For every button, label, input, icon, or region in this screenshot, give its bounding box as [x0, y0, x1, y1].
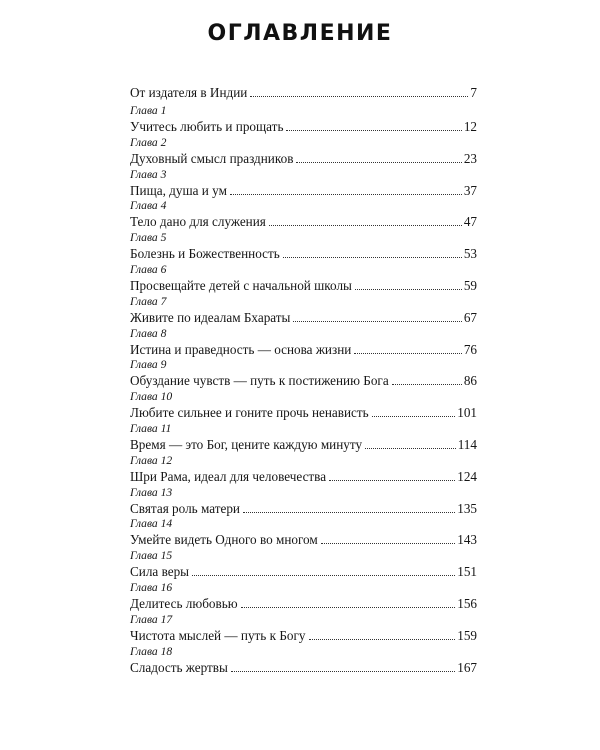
- toc-entry-chapter[interactable]: [130, 168, 477, 200]
- chapter-label: Глава 8: [130, 326, 167, 340]
- entry-page: 86: [463, 373, 477, 389]
- chapter-label: Глава 9: [130, 358, 167, 372]
- chapter-label: Глава 18: [130, 644, 173, 658]
- entry-title: Болезнь и Божественность: [130, 246, 280, 262]
- entry-title: Живите по идеалам Бхараты: [130, 309, 291, 325]
- entry-page: 12: [463, 119, 477, 134]
- entry-page: 37: [463, 182, 477, 198]
- entry-page: 59: [463, 277, 477, 293]
- toc-entry-chapter[interactable]: [130, 231, 477, 263]
- entry-page: 114: [457, 436, 477, 452]
- dot-leader: [296, 162, 461, 163]
- entry-title: От издателя в Индии: [130, 85, 248, 100]
- dot-leader: [230, 194, 462, 195]
- toc-entry-chapter[interactable]: [130, 422, 477, 454]
- dot-leader: [354, 353, 461, 354]
- dot-leader: [283, 257, 462, 258]
- dot-leader: [355, 289, 462, 290]
- chapter-label: Глава 17: [130, 612, 173, 626]
- entry-page: 7: [470, 85, 477, 100]
- dot-leader: [231, 671, 455, 672]
- dot-leader: [392, 384, 462, 385]
- chapter-label: Глава 1: [130, 104, 167, 117]
- chapter-label: Глава 15: [130, 549, 173, 563]
- entry-title: Истина и праведность — основа жизни: [130, 341, 352, 357]
- chapter-label: Глава 4: [130, 199, 167, 213]
- toc-entry-chapter[interactable]: [130, 486, 477, 518]
- toc-entry-chapter[interactable]: [130, 263, 477, 295]
- entry-page: 67: [463, 309, 477, 325]
- toc-entry-chapter[interactable]: [130, 390, 477, 422]
- page-title: ОГЛАВЛЕНИЕ: [207, 21, 393, 46]
- chapter-label: Глава 3: [130, 167, 167, 181]
- dot-leader: [372, 416, 456, 417]
- chapter-label: Глава 2: [130, 135, 167, 149]
- chapter-label: Глава 13: [130, 485, 173, 499]
- entry-page: 135: [457, 500, 477, 516]
- chapter-label: Глава 5: [130, 231, 167, 245]
- dot-leader: [243, 512, 455, 513]
- toc-entry-intro[interactable]: [130, 84, 477, 101]
- toc-entry-chapter[interactable]: [130, 295, 477, 327]
- dot-leader: [329, 480, 455, 481]
- chapter-label: Глава 12: [130, 453, 173, 467]
- dot-leader: [321, 543, 455, 544]
- entry-page: 101: [457, 405, 477, 421]
- entry-title: Делитесь любовью: [130, 595, 238, 611]
- chapter-label: Глава 7: [130, 294, 167, 308]
- chapter-label: Глава 16: [130, 580, 173, 594]
- entry-page: 76: [463, 341, 477, 357]
- entry-page: 143: [457, 532, 477, 548]
- entry-page: 156: [457, 595, 477, 611]
- toc-entry-chapter[interactable]: [130, 645, 477, 677]
- entry-title: Время — это Бог, цените каждую минуту: [130, 436, 363, 452]
- toc-entry-chapter[interactable]: [130, 136, 477, 168]
- dot-leader: [250, 96, 468, 97]
- dot-leader: [365, 448, 456, 449]
- table-of-contents: [130, 84, 477, 676]
- dot-leader: [286, 130, 461, 131]
- chapter-label: Глава 14: [130, 517, 173, 531]
- chapter-label: Глава 10: [130, 390, 173, 404]
- entry-page: 23: [463, 150, 477, 166]
- entry-page: 47: [463, 214, 477, 230]
- toc-entry-chapter[interactable]: [130, 581, 477, 613]
- entry-title: Любите сильнее и гоните прочь ненависть: [130, 405, 369, 421]
- entry-title: Сила веры: [130, 564, 190, 580]
- entry-page: 159: [457, 627, 477, 643]
- toc-entry-chapter[interactable]: [130, 199, 477, 231]
- entry-page: 151: [457, 564, 477, 580]
- entry-title: Учитесь любить и прощать: [130, 119, 284, 134]
- entry-title: Чистота мыслей — путь к Богу: [130, 627, 306, 643]
- toc-entry-chapter[interactable]: [130, 104, 477, 136]
- dot-leader: [192, 575, 455, 576]
- toc-entry-chapter[interactable]: [130, 358, 477, 390]
- entry-page: 167: [457, 659, 477, 675]
- entry-page: 53: [463, 246, 477, 262]
- toc-entry-chapter[interactable]: [130, 454, 477, 486]
- toc-entry-chapter[interactable]: [130, 327, 477, 359]
- toc-entry-chapter[interactable]: [130, 613, 477, 645]
- entry-title: Обуздание чувств — путь к постижению Бога: [130, 373, 389, 389]
- dot-leader: [241, 607, 456, 608]
- dot-leader: [293, 321, 461, 322]
- entry-title: Духовный смысл праздников: [130, 150, 294, 166]
- toc-entry-chapter[interactable]: [130, 517, 477, 549]
- toc-entry-chapter[interactable]: [130, 549, 477, 581]
- entry-page: 124: [457, 468, 477, 484]
- entry-title: Пища, душа и ум: [130, 182, 227, 198]
- chapter-list: [130, 104, 477, 676]
- dot-leader: [309, 639, 456, 640]
- chapter-label: Глава 6: [130, 262, 167, 276]
- entry-title: Святая роль матери: [130, 500, 240, 516]
- entry-title: Умейте видеть Одного во многом: [130, 532, 318, 548]
- dot-leader: [269, 225, 462, 226]
- entry-title: Просвещайте детей с начальной школы: [130, 277, 352, 293]
- entry-title: Шри Рама, идеал для человечества: [130, 468, 327, 484]
- chapter-label: Глава 11: [130, 421, 172, 435]
- entry-title: Сладость жертвы: [130, 659, 228, 675]
- entry-title: Тело дано для служения: [130, 214, 266, 230]
